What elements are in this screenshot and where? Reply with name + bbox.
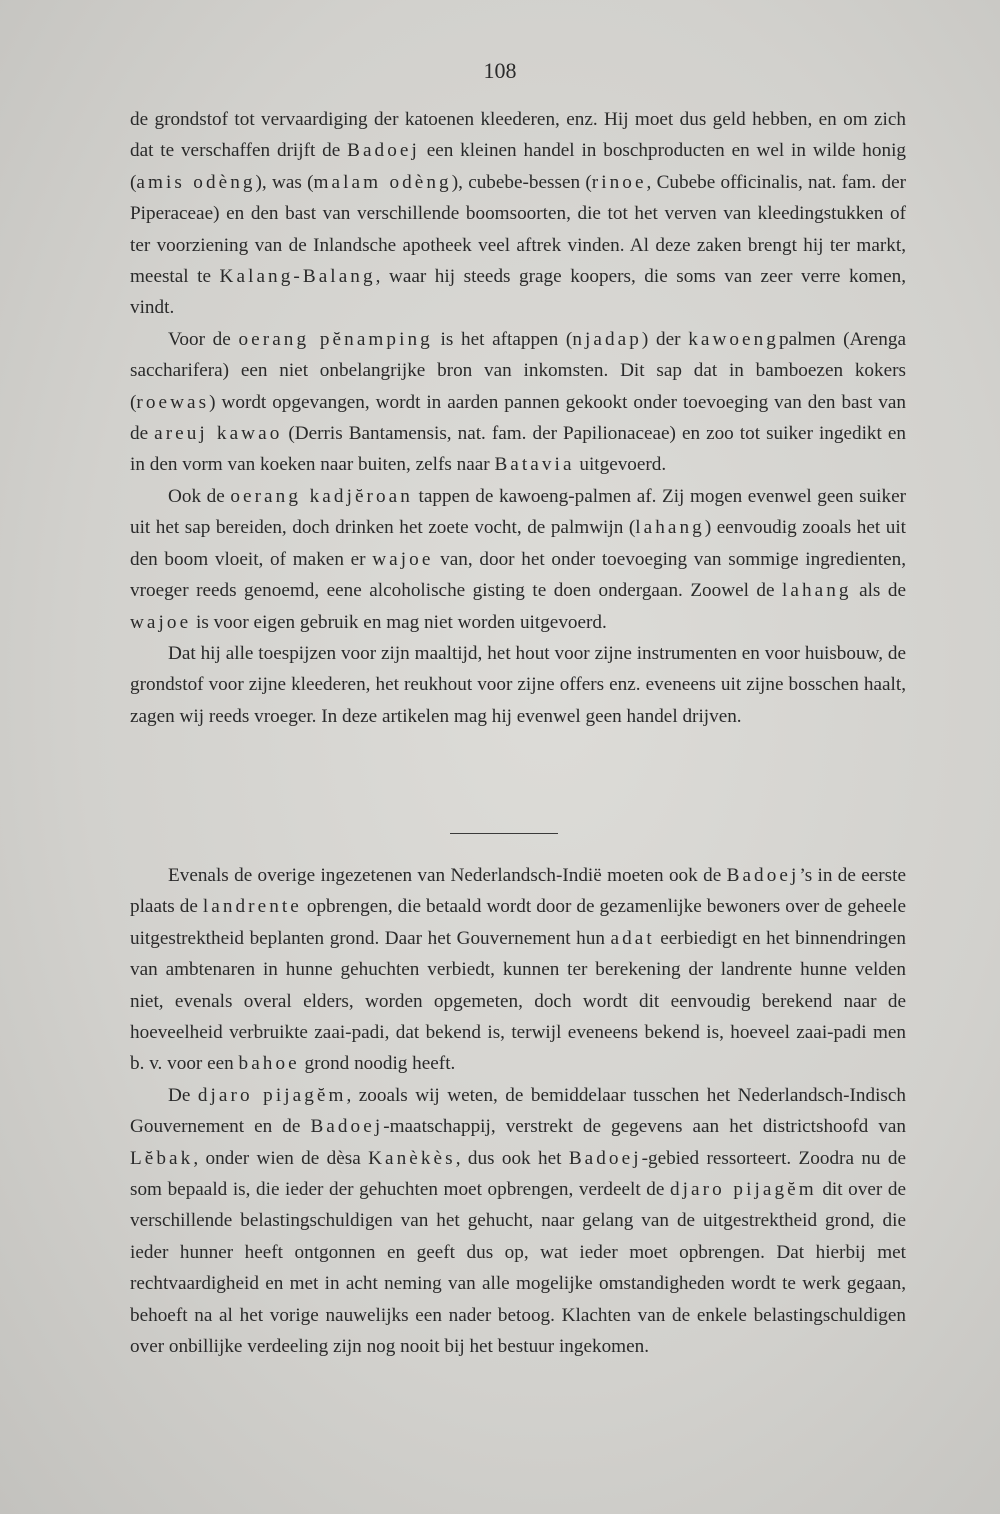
paragraph xyxy=(130,860,906,1080)
text-run: , dus ook het xyxy=(455,1147,569,1169)
text-run: Dat hij alle toespijzen voor zijn maaltijd, het hout voor zijne instrumenten en voor huisbouw, de grondstof voor zijne kleederen, het reukhout voor zijne offers enz. eveneens uit zijne bosschen haalt, zagen wij reeds vroeger. In deze artikelen mag hij evenwel geen handel drijven. xyxy=(130,642,906,727)
spaced-term: njadap xyxy=(572,328,642,350)
text-run: is het aftappen ( xyxy=(432,328,573,350)
spaced-term: Kanèkès xyxy=(368,1147,456,1169)
text-run: , waar hij steeds grage koopers, die soms van zeer verre komen, vindt. xyxy=(130,266,906,319)
text-run: eerbiedigt en het binnendringen van ambtenaren in hunne gehuchten verbiedt, kunnen ter berekening der landrente hunne velden niet, evenals overal elders, worden opgemeten, doch wordt dit eenvoudig berekend naar de hoeveelheid verbruikte zaai-padi, dat bekend is, terwijl eveneens bekend is, hoeveel zaai-padi men b. v. voor een xyxy=(130,927,906,1075)
text-run: tappen de kawoeng-palmen af. Zij mogen evenwel geen suiker uit het sap bereiden, doch drinken het zoete vocht, de palmwijn ( xyxy=(130,485,906,539)
text-run: ), cubebe-bessen ( xyxy=(451,171,592,193)
spaced-term: malam odèng xyxy=(313,171,452,193)
spaced-term: Lĕbak xyxy=(130,1147,194,1169)
spaced-term: lahang xyxy=(782,580,852,602)
spaced-term: kawoeng xyxy=(688,328,779,350)
spaced-term: djaro pijagĕm xyxy=(197,1084,347,1106)
spaced-term: oerang kadjĕroan xyxy=(230,485,413,507)
section-divider xyxy=(450,833,558,834)
text-run: palmen (Arenga saccharifera) een niet onbelangrijke bron van inkomsten. Dit sap dat in bamboezen kokers ( xyxy=(130,328,907,413)
text-run: ) wordt opgevangen, wordt in aarden pannen gekookt onder toevoeging van den bast van de xyxy=(130,391,906,445)
spaced-term: areuj kawao xyxy=(154,423,283,445)
paragraph xyxy=(130,481,906,638)
spaced-term: rinoe xyxy=(591,171,647,193)
page-number: 108 xyxy=(483,58,517,83)
spaced-term: oerang pĕnamping xyxy=(238,328,433,350)
text-run: , onder wien de dèsa xyxy=(193,1147,369,1169)
text-run: , Cubebe officinalis, nat. fam. der Piperaceae) en den bast van verschillende boomsoorten, die tot het verven van kleedingstukken of ter voorziening van de Inlandsche apotheek veel aftrek vinden. Al deze zaken brengt hij ter markt, meestal te xyxy=(130,171,906,288)
text-run: grond noodig heeft. xyxy=(299,1053,456,1075)
text-run: -maatschappij, verstrekt de gegevens aan het districtshoofd van xyxy=(383,1116,906,1138)
text-run: als de xyxy=(851,580,906,602)
text-section-bottom xyxy=(130,860,906,1363)
spaced-term: amis odèng xyxy=(136,171,256,193)
spaced-term: Batavia xyxy=(494,454,575,476)
spaced-term: bahoe xyxy=(238,1053,300,1075)
spaced-term: Badoej xyxy=(310,1116,384,1138)
text-run: Voor de xyxy=(168,328,239,350)
spaced-term: wajoe xyxy=(130,611,192,633)
text-run: is voor eigen gebruik en mag niet worden uitgevoerd. xyxy=(191,611,607,633)
spaced-term: Kalang-Balang xyxy=(219,266,376,288)
text-run: ) der xyxy=(641,328,689,350)
spaced-term: Badoej xyxy=(726,865,800,886)
text-section-top xyxy=(130,104,906,732)
spaced-term: wajoe xyxy=(372,548,434,570)
text-run: de grondstof tot vervaardiging der katoenen kleederen, enz. Hij moet dus geld hebben, en om zich dat te verschaffen drijft de xyxy=(130,109,906,162)
paragraph xyxy=(130,104,906,324)
paragraph xyxy=(130,638,906,732)
text-run: dit over de verschillende belastingschuldigen van het gehucht, naar gelang van de uitgestrektheid grond, die ieder hunner heeft ontgonnen en geeft dus op, wat ieder moet opbrengen. Dat hierbij met rechtvaardigheid en met in acht neming van alle mogelijke omstandigheden wordt te werk gegaan, behoeft na al het vorige nauwelijks een nader betoog. Klachten van de enkele belastingschuldigen over onbillijke verdeeling zijn nog nooit bij het bestuur ingekomen. xyxy=(130,1179,906,1358)
spaced-term: lahang xyxy=(635,517,705,539)
text-run: (Derris Bantamensis, nat. fam. der Papilionaceae) en zoo tot suiker ingedikt en in den vorm van koeken naar buiten, zelfs naar xyxy=(130,423,906,476)
text-run: uitgevoerd. xyxy=(574,454,667,476)
spaced-term: djaro pijagĕm xyxy=(669,1179,817,1201)
spaced-term: Badoej xyxy=(347,140,420,162)
text-run: ) eenvoudig zooals het uit den boom vloeit, of maken er xyxy=(130,517,907,570)
text-run: De xyxy=(168,1084,198,1106)
text-run: Evenals de overige ingezetenen van Nederlandsch-Indië moeten ook de xyxy=(168,865,727,886)
text-run: opbrengen, die betaald wordt door de gezamenlijke bewoners over de geheele uitgestrektheid beplanten grond. Daar het Gouvernement hun xyxy=(130,896,906,949)
text-run: Ook de xyxy=(168,485,231,507)
text-run: van, door het onder toevoeging van sommige ingredienten, vroeger reeds genoemd, eene alcoholische gisting te doen ondergaan. Zoowel de xyxy=(130,548,906,602)
spaced-term: landrente xyxy=(202,896,302,918)
text-run: , zooals wij weten, de bemiddelaar tusschen het Nederlandsch-Indisch Gouvernement en de xyxy=(130,1084,906,1138)
text-run: een kleinen handel in boschproducten en wel in wilde honig ( xyxy=(130,140,906,193)
spaced-term: roewas xyxy=(136,391,210,413)
text-run: -gebied ressorteert. Zoodra nu de som bepaald is, die ieder der gehuchten moet opbrengen, verdeelt de xyxy=(130,1147,906,1201)
paragraph xyxy=(130,1080,906,1363)
spaced-term: Badoej xyxy=(568,1147,642,1169)
text-run: ), was ( xyxy=(255,171,314,193)
spaced-term: adat xyxy=(610,927,655,949)
text-run: ’s in de eerste plaats de xyxy=(130,865,906,918)
paragraph xyxy=(130,324,906,481)
